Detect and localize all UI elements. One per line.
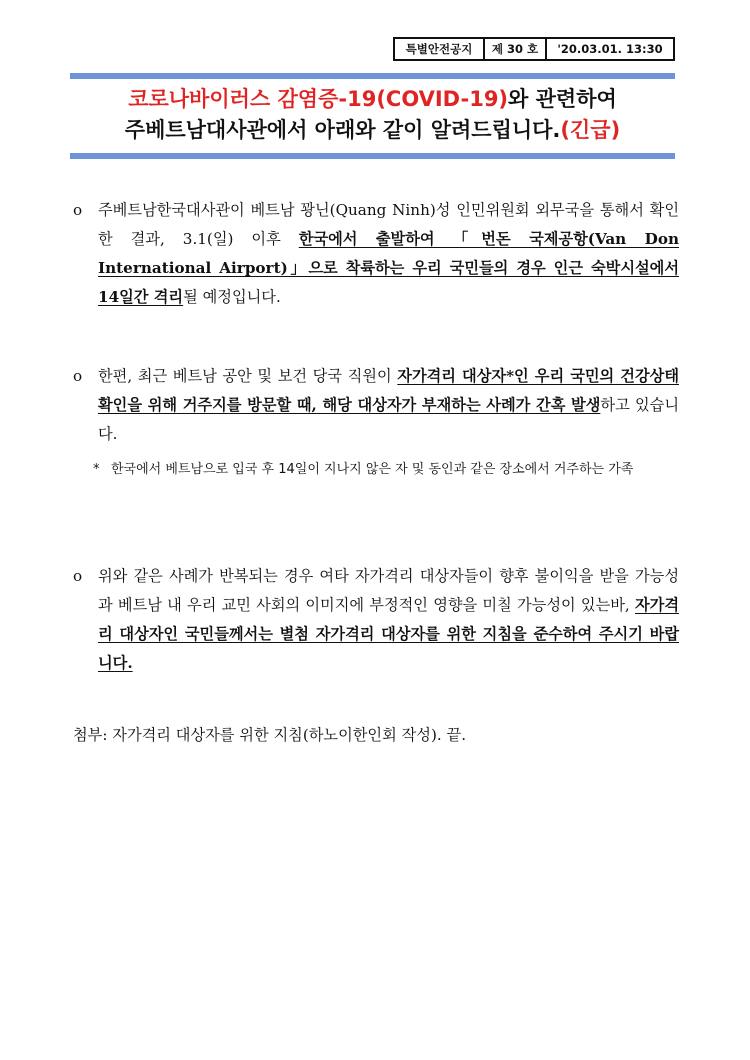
paragraph-2 [73, 362, 679, 449]
notice-header [393, 37, 675, 61]
paragraph-1-plain-end: 될 예정입니다. [183, 288, 281, 306]
paragraph-2-emphasis: 자가격리 대상자*인 우리 국민의 건강상태 확인을 위해 거주지를 방문할 때, 해당 대상자가 부재하는 사례가 간혹 발생 [98, 367, 679, 414]
footnote-mark: * [93, 462, 100, 477]
bullet-2: o [73, 367, 83, 385]
paragraph-1 [73, 196, 679, 312]
attachment-line: 첨부: 자가격리 대상자를 위한 지침(하노이한인회 작성). 끝. [73, 726, 467, 744]
notice-datetime: '20.03.01. 13:30 [557, 42, 663, 56]
title-line-1 [70, 84, 675, 115]
paragraph-3-emphasis: 자가격리 대상자인 국민들께서는 별첨 자가격리 대상자를 위한 지침을 준수하여 주시기 바랍니다. [98, 596, 679, 672]
paragraph-2-plain-start: 한편, 최근 베트남 공안 및 보건 당국 직원이 [98, 367, 398, 385]
title-urgent-red: (긴급) [560, 118, 621, 142]
title-line2-text: 주베트남대사관에서 아래와 같이 알려드립니다. [124, 118, 561, 142]
footnote-text: 한국에서 베트남으로 입국 후 14일이 지나지 않은 자 및 동인과 같은 장소에서 거주하는 가족 [111, 462, 634, 477]
page-title [70, 84, 675, 146]
paragraph-3-plain-start: 위와 같은 사례가 반복되는 경우 여타 자가격리 대상자들이 향후 불이익을 받을 가능성과 베트남 내 우리 교민 사회의 이미지에 부정적인 영향을 미칠 가능성이 있는바, [98, 567, 680, 614]
paragraph-2-text [98, 362, 679, 449]
paragraph-1-plain-start: 주베트남한국대사관이 베트남 꽝닌(Quang Ninh)성 인민위원회 외무국을 통해서 확인한 결과, 3.1(일) 이후 [98, 201, 679, 248]
title-line-2 [70, 115, 675, 146]
paragraph-1-text [98, 196, 679, 312]
footnote [93, 459, 679, 481]
paragraph-3 [73, 562, 679, 678]
title-line1-text: 와 관련하여 [508, 87, 617, 111]
notice-number: 제 30 호 [485, 39, 547, 59]
title-divider-top [70, 73, 675, 79]
bullet-3: o [73, 567, 83, 585]
title-covid-red: 코로나바이러스 감염증-19(COVID-19) [128, 87, 509, 111]
title-divider-bottom [70, 153, 675, 159]
bullet-1: o [73, 201, 83, 219]
paragraph-3-text [98, 562, 679, 678]
paragraph-1-emphasis: 한국에서 출발하여 「번돈 국제공항(Van Don International Airport)」으로 착륙하는 우리 국민들의 경우 인근 숙박시설에서 14일간 격리 [98, 230, 679, 306]
notice-type: 특별안전공지 [395, 39, 485, 59]
paragraph-2-plain-end: 하고 있습니다. [98, 396, 680, 443]
